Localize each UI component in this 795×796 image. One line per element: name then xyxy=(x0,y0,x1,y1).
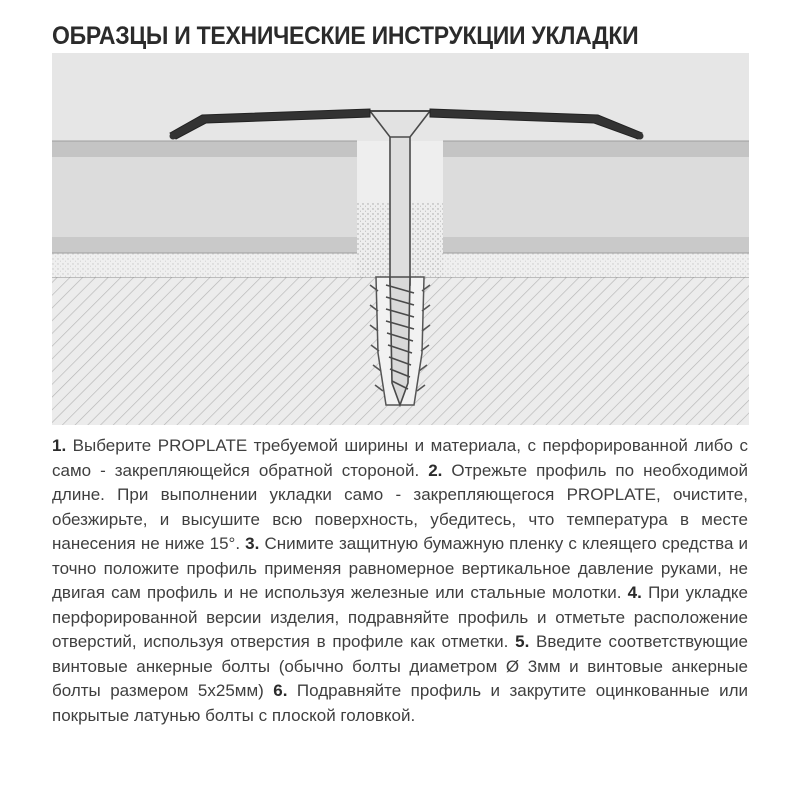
left-floor-panel xyxy=(52,141,357,253)
step-number: 1. xyxy=(52,436,67,455)
right-floor-panel xyxy=(443,141,749,253)
step-number: 3. xyxy=(245,534,260,553)
step-number: 5. xyxy=(515,632,530,651)
step-text: При укладке перфорированной версии изделия, подравняйте профиль и отметьте расположение отверстий, используя отверстия в профиле как отметки. xyxy=(52,583,748,651)
step-text: Отрежьте профиль по необходимой длине. При выполнении укладки само - закрепляющегося PROPLATE, очистите, обезжирьте, и высушите всю поверхность, убедитесь, что температура в месте нанесения не ниже 15°. xyxy=(52,460,748,553)
step-number: 4. xyxy=(627,583,642,602)
step-text: Выберите PROPLATE требуемой ширины и материала, с перфорированной либо с само - закрепляющейся обратной стороной. xyxy=(52,436,748,480)
page-title: ОБРАЗЦЫ И ТЕХНИЧЕСКИЕ ИНСТРУКЦИИ УКЛАДКИ xyxy=(52,22,639,50)
step-text: Снимите защитную бумажную пленку с клеящего средства и точно положите профиль применяя равномерное вертикальное давление руками, не двигая сам профиль и не используя железные или стальные молотки. xyxy=(52,534,749,602)
step-text: Введите соответствующие винтовые анкерные болты (обычно болты диаметром Ø 3мм и винтовые анкерные болты размером 5х25мм) xyxy=(52,632,748,700)
step-number: 6. xyxy=(273,681,288,700)
step-text: Подравняйте профиль и закрутите оцинкованные или покрытые латунью болты с плоской головкой. xyxy=(52,681,748,725)
installation-diagram xyxy=(52,53,749,425)
instructions-text xyxy=(52,434,748,728)
step-number: 2. xyxy=(428,460,443,480)
